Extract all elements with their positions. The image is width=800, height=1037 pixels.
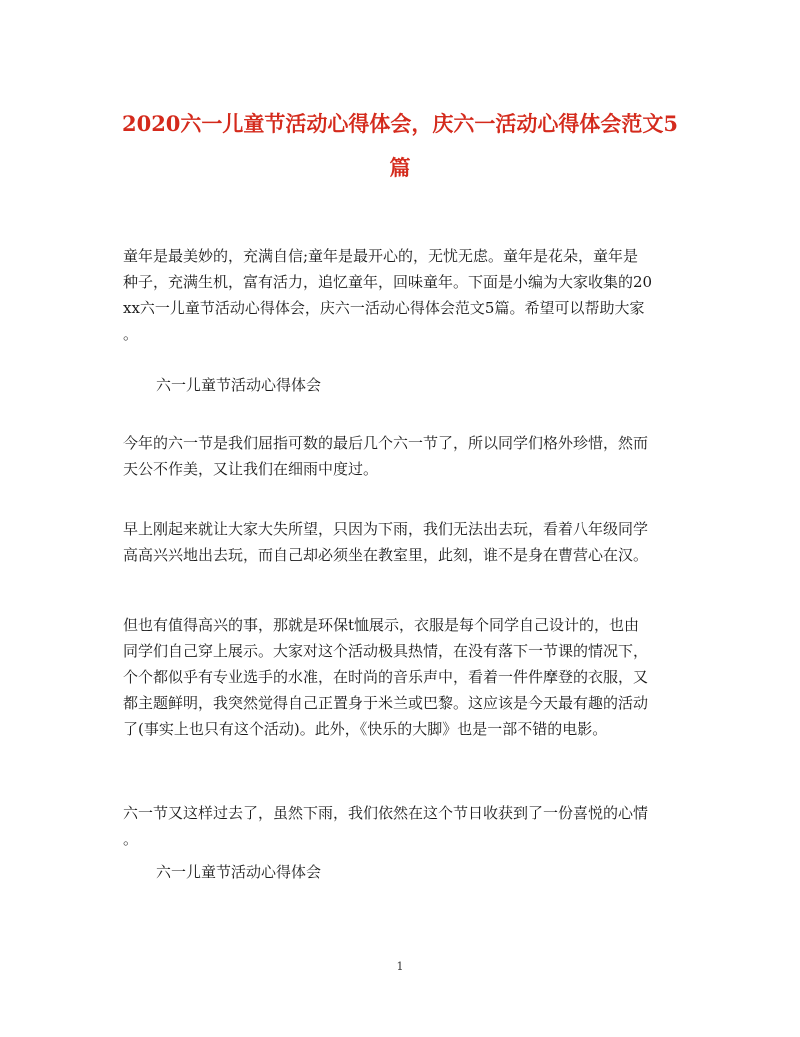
intro-line: xx六一儿童节活动心得体会，庆六一活动心得体会范文5篇。希望可以帮助大家 — [123, 299, 645, 317]
paragraph-line: 今年的六一节是我们屈指可数的最后几个六一节了，所以同学们格外珍惜，然而 — [123, 434, 649, 452]
paragraph-line: 但也有值得高兴的事，那就是环保t恤展示，衣服是每个同学自己设计的，也由 — [123, 616, 640, 634]
paragraph-line: 早上刚起来就让大家大失所望，只因为下雨，我们无法出去玩，看着八年级同学 — [123, 520, 649, 538]
paragraph-line: 同学们自己穿上展示。大家对这个活动极具热情，在没有落下一节课的情况下， — [123, 642, 649, 660]
paragraph-line: 高高兴兴地出去玩，而自己却必须坐在教室里，此刻，谁不是身在曹营心在汉。 — [123, 546, 649, 564]
intro-paragraph — [123, 243, 683, 347]
paragraph-line: 了(事实上也只有这个活动)。此外，《快乐的大脚》也是一部不错的电影。 — [123, 720, 608, 738]
paragraph-line: 都主题鲜明，我突然觉得自己正置身于米兰或巴黎。这应该是今天最有趣的活动 — [123, 694, 649, 712]
body-paragraph-3 — [123, 612, 683, 742]
page-number: 1 — [396, 960, 404, 973]
body-paragraph-4 — [123, 800, 683, 852]
paragraph-line: 个个都似乎有专业选手的水准，在时尚的音乐声中，看着一件件摩登的衣服，又 — [123, 668, 649, 686]
intro-line: 种子，充满生机，富有活力，追忆童年，回味童年。下面是小编为大家收集的20 — [123, 273, 653, 291]
body-paragraph-1 — [123, 430, 683, 482]
document-title — [100, 102, 700, 190]
section-heading-1: 六一儿童节活动心得体会 — [156, 376, 322, 394]
section-heading-2: 六一儿童节活动心得体会 — [156, 863, 322, 881]
intro-line: 童年是最美妙的，充满自信;童年是最开心的，无忧无虑。童年是花朵，童年是 — [123, 247, 639, 265]
document-title-line-1: 2020六一儿童节活动心得体会，庆六一活动心得体会范文5 — [121, 111, 679, 136]
paragraph-line: 天公不作美，又让我们在细雨中度过。 — [123, 460, 379, 478]
paragraph-line: 六一节又这样过去了，虽然下雨，我们依然在这个节日收获到了一份喜悦的心情 — [123, 804, 649, 822]
document-title-line-2: 篇 — [389, 155, 411, 180]
paragraph-line: 。 — [123, 830, 139, 848]
intro-line: 。 — [123, 325, 139, 343]
body-paragraph-2 — [123, 516, 683, 568]
